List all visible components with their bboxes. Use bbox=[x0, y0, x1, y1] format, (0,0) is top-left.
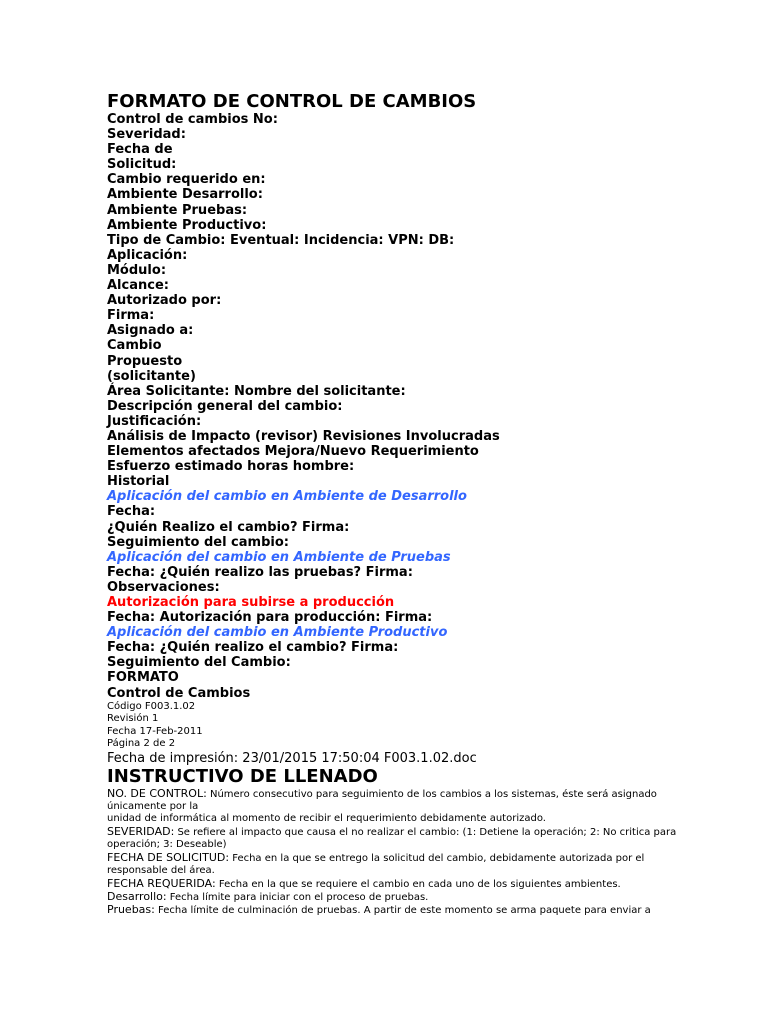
footer-code: Código F003.1.02 bbox=[107, 700, 196, 712]
form-field-line: Fecha: bbox=[107, 504, 156, 520]
instructivo-item-text: Fecha en la que se requiere el cambio en cada uno de los siguientes ambientes. bbox=[215, 878, 621, 890]
form-field-line: Autorizado por: bbox=[107, 293, 222, 309]
footer-page: Página 2 de 2 bbox=[107, 738, 176, 750]
instructivo-item bbox=[107, 878, 697, 891]
form-field-line: Cambio bbox=[107, 338, 162, 354]
instructivo-item-key: FECHA REQUERIDA: bbox=[107, 876, 216, 890]
instructivo-item-text: operación; 3: Deseable) bbox=[107, 839, 227, 851]
document-title: FORMATO DE CONTROL DE CAMBIOS bbox=[107, 91, 477, 112]
form-field-line: Fecha de bbox=[107, 142, 173, 158]
form-field-line: (solicitante) bbox=[107, 368, 196, 384]
form-field-line: Aplicación del cambio en Ambiente de Pruebas bbox=[107, 549, 451, 565]
form-field-line: ¿Quién Realizo el cambio? Firma: bbox=[107, 519, 350, 535]
form-field-line: Seguimiento del Cambio: bbox=[107, 655, 291, 671]
form-field-line: Justificación: bbox=[107, 413, 202, 429]
instructivo-list bbox=[107, 786, 677, 918]
form-field-line: Solicitud: bbox=[107, 157, 177, 173]
form-field-line: Propuesto bbox=[107, 353, 183, 369]
form-field-line: Alcance: bbox=[107, 278, 169, 294]
instructivo-item-text: Fecha límite para iniciar con el proceso de pruebas. bbox=[166, 891, 429, 903]
instructivo-item-key: Desarrollo: bbox=[107, 889, 167, 903]
form-field-line: Fecha: ¿Quién realizo las pruebas? Firma: bbox=[107, 564, 413, 580]
form-field-line: Fecha: ¿Quién realizo el cambio? Firma: bbox=[107, 640, 399, 656]
form-fields bbox=[107, 112, 667, 701]
footer-revision: Revisión 1 bbox=[107, 713, 159, 725]
form-field-line: Esfuerzo estimado horas hombre: bbox=[107, 459, 355, 475]
form-field-line: Fecha: Autorización para producción: Firma: bbox=[107, 610, 433, 626]
form-field-line: Firma: bbox=[107, 308, 155, 324]
instructivo-item-text: Se refiere al impacto que causa el no realizar el cambio: (1: Detiene la operación; 2: No critica para bbox=[174, 826, 677, 838]
form-field-line: Ambiente Desarrollo: bbox=[107, 187, 263, 203]
instructivo-item bbox=[107, 813, 697, 825]
footer-block bbox=[107, 701, 667, 766]
form-field-line: Seguimiento del cambio: bbox=[107, 534, 289, 550]
form-field-line: FORMATO bbox=[107, 670, 179, 686]
instructivo-item-text: Fecha límite de culminación de pruebas. A partir de este momento se arma paquete para enviar a bbox=[154, 905, 651, 917]
form-field-line: Observaciones: bbox=[107, 579, 220, 595]
instructivo-item bbox=[107, 788, 697, 814]
instructivo-item-text: unidad de informática al momento de recibir el requerimiento debidamente autorizado. bbox=[107, 813, 546, 825]
form-field-line: Historial bbox=[107, 474, 170, 490]
form-field-line: Descripción general del cambio: bbox=[107, 398, 343, 414]
form-field-line: Aplicación del cambio en Ambiente Productivo bbox=[107, 625, 448, 641]
form-field-line: Módulo: bbox=[107, 262, 167, 278]
form-field-line: Área Solicitante: Nombre del solicitante: bbox=[107, 383, 406, 399]
form-field-line: Ambiente Pruebas: bbox=[107, 202, 248, 218]
instructivo-item-text: Fecha en la que se entrego la solicitud del cambio, debidamente autorizada por el responsable del área. bbox=[107, 852, 645, 877]
form-field-line: Control de Cambios bbox=[107, 685, 251, 701]
instructivo-title: INSTRUCTIVO DE LLENADO bbox=[107, 765, 378, 787]
form-field-line: Ambiente Productivo: bbox=[107, 217, 267, 233]
instructivo-item-key: SEVERIDAD: bbox=[107, 824, 175, 838]
instructivo-item bbox=[107, 826, 697, 839]
instructivo-item bbox=[107, 904, 697, 917]
instructivo-item-text: Número consecutivo para seguimiento de los cambios a los sistemas, éste será asignado únicamente por la bbox=[107, 788, 657, 813]
form-field-line: Cambio requerido en: bbox=[107, 172, 266, 188]
form-field-line: Autorización para subirse a producción bbox=[107, 595, 395, 610]
form-field-line: Tipo de Cambio: Eventual: Incidencia: VPN: DB: bbox=[107, 232, 455, 248]
form-field-line: Asignado a: bbox=[107, 323, 194, 339]
instructivo-item bbox=[107, 852, 697, 878]
instructivo-item-key: Pruebas: bbox=[107, 903, 155, 917]
footer-date: Fecha 17-Feb-2011 bbox=[107, 725, 203, 737]
footer-print-line: Fecha de impresión: 23/01/2015 17:50:04 F003.1.02.doc bbox=[107, 750, 477, 766]
form-field-line: Análisis de Impacto (revisor) Revisiones Involucradas bbox=[107, 428, 500, 444]
form-field-line: Aplicación del cambio en Ambiente de Desarrollo bbox=[107, 489, 467, 505]
document-content bbox=[107, 91, 677, 918]
form-field-line: Severidad: bbox=[107, 127, 186, 143]
form-field-line: Elementos afectados Mejora/Nuevo Requerimiento bbox=[107, 444, 479, 460]
instructivo-item-key: NO. DE CONTROL: bbox=[107, 786, 207, 800]
form-field-line: Control de cambios No: bbox=[107, 112, 278, 127]
form-field-line: Aplicación: bbox=[107, 247, 188, 263]
instructivo-item bbox=[107, 891, 697, 904]
instructivo-item-key: FECHA DE SOLICITUD: bbox=[107, 850, 230, 864]
